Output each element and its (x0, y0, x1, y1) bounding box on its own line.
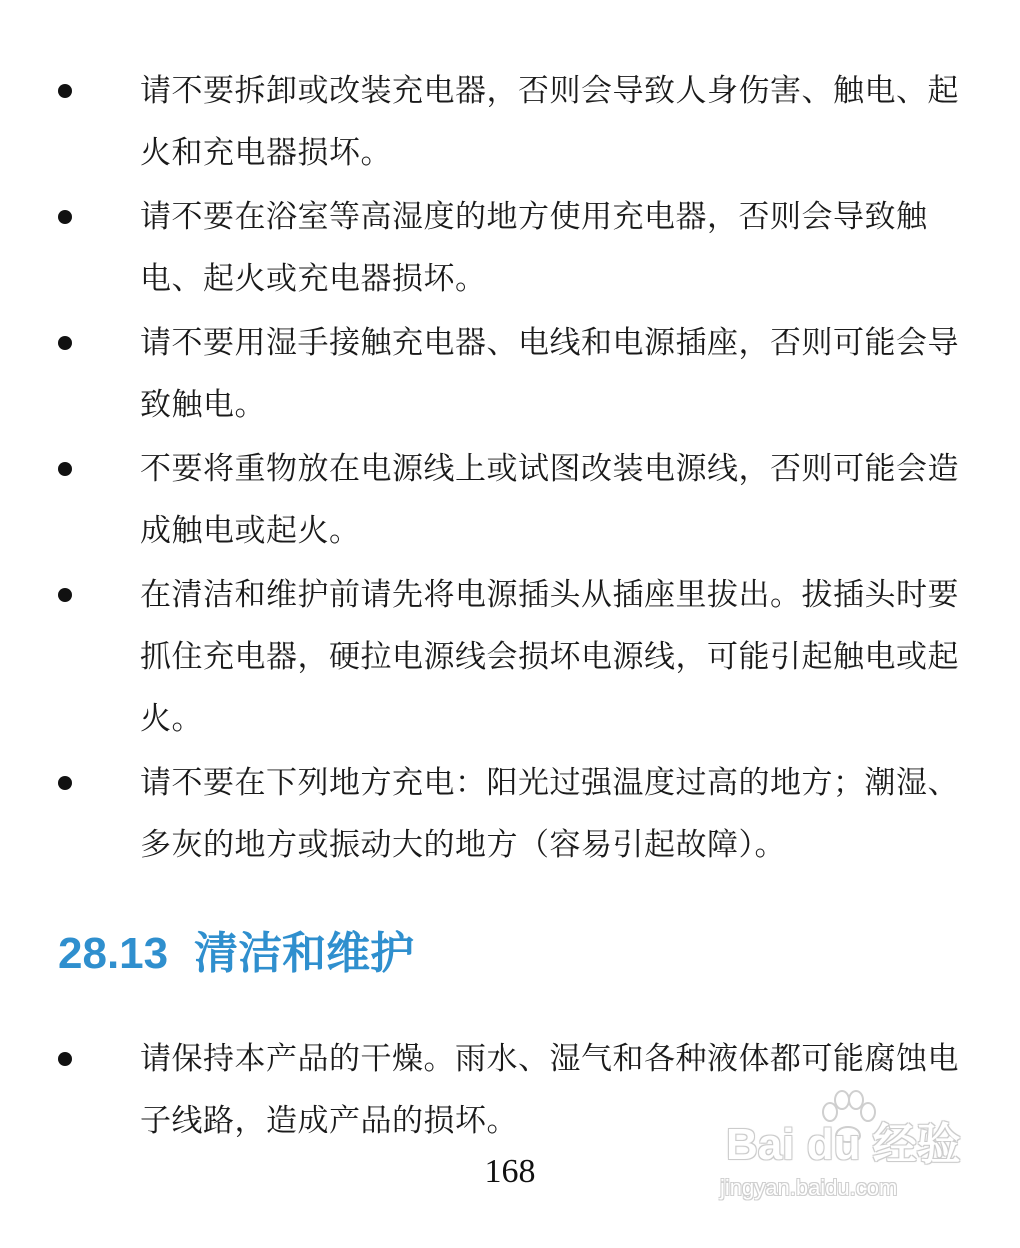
page-number: 168 (484, 1153, 536, 1190)
list-item-text: 请不要在浴室等高湿度的地方使用充电器，否则会导致触电、起火或充电器损坏。 (140, 199, 928, 297)
list-item-text: 请保持本产品的干燥。雨水、湿气和各种液体都可能腐蚀电子线路，造成产品的损坏。 (140, 1041, 959, 1139)
list-item (0, 438, 1020, 562)
list-item-text: 请不要用湿手接触充电器、电线和电源插座，否则可能会导致触电。 (140, 325, 959, 423)
bullet-icon (58, 462, 72, 476)
bullet-icon (58, 210, 72, 224)
list-item-text: 不要将重物放在电源线上或试图改装电源线，否则可能会造成触电或起火。 (140, 451, 959, 549)
watermark-url: jingyan.baidu.com (720, 1175, 898, 1200)
section-title: 清洁和维护 (194, 929, 415, 978)
list-item-text: 在清洁和维护前请先将电源插头从插座里拔出。拔插头时要抓住充电器，硬拉电源线会损坏电源线，可能引起触电或起火。 (140, 577, 959, 737)
bullet-icon (58, 1052, 72, 1066)
bullet-icon (58, 588, 72, 602)
list-item-text: 请不要拆卸或改装充电器，否则会导致人身伤害、触电、起火和充电器损坏。 (140, 73, 959, 171)
section-heading (58, 922, 414, 986)
list-item (0, 186, 1020, 310)
watermark-logo-text: Bai du 经验 (726, 1120, 961, 1169)
list-item (0, 312, 1020, 436)
list-item-text: 请不要在下列地方充电：阳光过强温度过高的地方；潮湿、多灰的地方或振动大的地方（容易引起故障）。 (140, 765, 959, 863)
safety-bullet-list (0, 60, 1020, 878)
list-item (0, 60, 1020, 184)
bullet-icon (58, 776, 72, 790)
section-number: 28.13 (58, 929, 169, 978)
list-item (0, 564, 1020, 750)
baidu-jingyan-watermark (720, 1090, 970, 1210)
bullet-icon (58, 336, 72, 350)
bullet-icon (58, 84, 72, 98)
list-item (0, 752, 1020, 876)
